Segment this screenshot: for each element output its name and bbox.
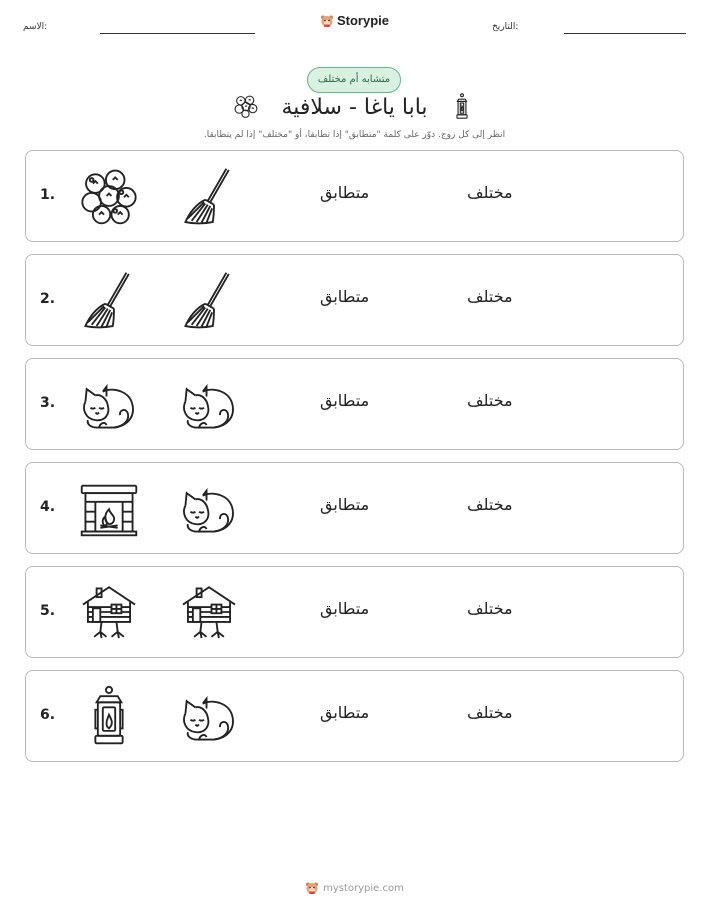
- option-same[interactable]: متطابق: [320, 599, 370, 618]
- footer: [0, 881, 709, 898]
- row-number: 1.: [40, 187, 56, 203]
- row-number: 4.: [40, 499, 56, 515]
- date-label: التاريخ:: [492, 22, 519, 32]
- option-different[interactable]: مختلف: [467, 287, 513, 306]
- storypie-logo-icon: [320, 14, 334, 31]
- storypie-logo-icon: [305, 881, 319, 898]
- row-number: 5.: [40, 603, 56, 619]
- option-different[interactable]: مختلف: [467, 599, 513, 618]
- footer-url: mystorypie.com: [323, 883, 404, 894]
- comparison-row: [25, 670, 684, 762]
- option-different[interactable]: مختلف: [467, 495, 513, 514]
- comparison-row: [25, 150, 684, 242]
- sleeping-cat-icon: [78, 373, 140, 435]
- option-same[interactable]: متطابق: [320, 287, 370, 306]
- option-same[interactable]: متطابق: [320, 495, 370, 514]
- option-same[interactable]: متطابق: [320, 183, 370, 202]
- option-different[interactable]: مختلف: [467, 703, 513, 722]
- date-line[interactable]: [564, 33, 686, 34]
- row-number: 3.: [40, 395, 56, 411]
- brand: [0, 13, 709, 31]
- broom-icon: [78, 269, 140, 331]
- chicken-leg-hut-icon: [178, 581, 240, 643]
- brand-name: Storypie: [336, 13, 389, 28]
- name-label: الاسم:: [23, 22, 48, 32]
- row-number: 2.: [40, 291, 56, 307]
- instructions: انظر إلى كل زوج. دوّر على كلمة "متطابق" إذا تطابقا، أو "مختلف" إذا لم يتطابقا.: [203, 130, 506, 140]
- broom-icon: [178, 269, 240, 331]
- option-same[interactable]: متطابق: [320, 703, 370, 722]
- option-different[interactable]: مختلف: [467, 183, 513, 202]
- broom-icon: [178, 165, 240, 227]
- option-different[interactable]: مختلف: [467, 391, 513, 410]
- sleeping-cat-icon: [178, 685, 240, 747]
- name-line[interactable]: [100, 33, 255, 34]
- page-title: بابا ياغا - سلافية: [281, 95, 428, 120]
- worksheet-type-badge: متشابه أم مختلف: [307, 67, 401, 93]
- berries-icon: [78, 165, 140, 227]
- chicken-leg-hut-icon: [78, 581, 140, 643]
- sleeping-cat-icon: [178, 373, 240, 435]
- row-number: 6.: [40, 707, 56, 723]
- lantern-icon: [78, 685, 140, 747]
- sleeping-cat-icon: [178, 477, 240, 539]
- comparison-row: [25, 358, 684, 450]
- comparison-row: [25, 462, 684, 554]
- option-same[interactable]: متطابق: [320, 391, 370, 410]
- comparison-row: [25, 254, 684, 346]
- fireplace-icon: [78, 477, 140, 539]
- comparison-row: [25, 566, 684, 658]
- lantern-icon: [452, 93, 472, 125]
